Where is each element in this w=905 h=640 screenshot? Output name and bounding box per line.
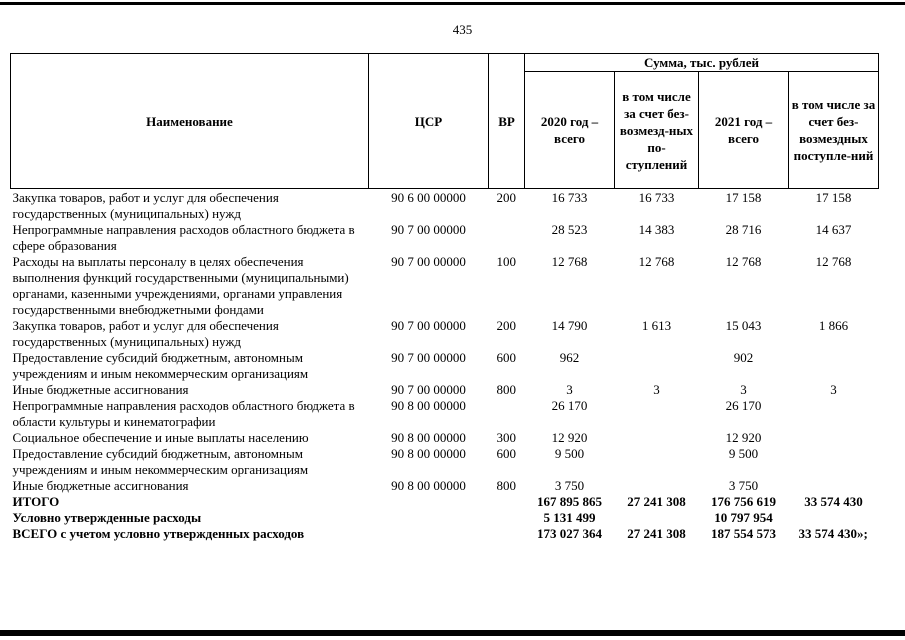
row-csr: 90 7 00 00000 xyxy=(391,222,466,237)
row-2021-total: 12 920 xyxy=(725,430,762,445)
row-2021-total: 9 500 xyxy=(728,446,759,461)
row-2021-total: 15 043 xyxy=(725,318,762,333)
table-row xyxy=(11,382,879,398)
conditional-2020-grant xyxy=(615,510,699,526)
row-name: Непрограммные направления расходов областного бюджета в области культуры и кинематографии xyxy=(12,398,355,429)
row-2020-grant xyxy=(615,430,699,446)
row-name: Предоставление субсидий бюджетным, автономным учреждениям и иным некоммерческим организациям xyxy=(12,446,309,477)
total-name: ИТОГО xyxy=(12,494,60,509)
row-2021-grant xyxy=(789,398,879,430)
bottom-rule xyxy=(0,630,905,636)
row-2020-grant xyxy=(615,478,699,494)
row-vr xyxy=(489,398,525,430)
grand-total-2020-grant: 27 241 308 xyxy=(627,526,686,541)
row-vr: 200 xyxy=(496,190,516,205)
header-2021-grant: в том числе за счет без-возмездных поступле-ний xyxy=(789,72,879,189)
conditional-row xyxy=(11,510,879,526)
top-rule xyxy=(0,2,905,5)
row-2021-grant xyxy=(789,430,879,446)
table-row xyxy=(11,350,879,382)
row-2020-total: 28 523 xyxy=(551,222,588,237)
row-2020-total: 12 768 xyxy=(551,254,588,269)
row-csr: 90 7 00 00000 xyxy=(391,350,466,365)
grand-total-name: ВСЕГО с учетом условно утвержденных расходов xyxy=(12,526,305,541)
row-2020-grant xyxy=(615,398,699,430)
total-2020-total: 167 895 865 xyxy=(537,494,602,509)
row-name: Иные бюджетные ассигнования xyxy=(12,478,189,493)
row-csr: 90 7 00 00000 xyxy=(391,254,466,269)
row-csr: 90 6 00 00000 xyxy=(391,190,466,205)
grand-total-2020-total: 173 027 364 xyxy=(537,526,602,541)
total-2021-grant: 33 574 430 xyxy=(804,494,863,509)
row-2020-total: 9 500 xyxy=(554,446,585,461)
total-vr xyxy=(489,494,525,510)
row-2021-grant xyxy=(789,350,879,382)
row-2020-grant: 16 733 xyxy=(638,190,675,205)
grand-total-2021-total: 187 554 573 xyxy=(711,526,776,541)
row-name: Иные бюджетные ассигнования xyxy=(12,382,189,397)
header-sum-group: Сумма, тыс. рублей xyxy=(525,54,879,72)
row-vr: 600 xyxy=(496,350,516,365)
row-vr: 100 xyxy=(496,254,516,269)
row-2020-total: 16 733 xyxy=(551,190,588,205)
row-2021-grant: 17 158 xyxy=(815,190,852,205)
row-2020-total: 962 xyxy=(559,350,580,365)
row-2020-grant: 3 xyxy=(653,382,660,397)
budget-table xyxy=(10,53,879,542)
row-vr: 200 xyxy=(496,318,516,333)
row-2021-total: 3 xyxy=(740,382,747,397)
table-row xyxy=(11,398,879,430)
row-vr: 300 xyxy=(496,430,516,445)
total-2021-total: 176 756 619 xyxy=(711,494,776,509)
row-2020-total: 26 170 xyxy=(551,398,588,413)
table-row xyxy=(11,446,879,478)
row-csr: 90 8 00 00000 xyxy=(391,478,466,493)
row-name: Закупка товаров, работ и услуг для обеспечения государственных (муниципальных) нужд xyxy=(12,190,279,221)
row-name: Предоставление субсидий бюджетным, автономным учреждениям и иным некоммерческим организациям xyxy=(12,350,309,381)
row-2021-grant: 3 xyxy=(830,382,837,397)
row-2021-total: 26 170 xyxy=(725,398,762,413)
page-number: 435 xyxy=(452,22,473,37)
row-2020-grant: 12 768 xyxy=(638,254,675,269)
row-csr: 90 8 00 00000 xyxy=(391,446,466,461)
grand-total-2021-grant: 33 574 430»; xyxy=(798,526,868,541)
total-csr xyxy=(369,494,489,510)
conditional-vr xyxy=(489,510,525,526)
conditional-2021-total: 10 797 954 xyxy=(714,510,773,525)
total-row xyxy=(11,494,879,510)
row-2020-total: 12 920 xyxy=(551,430,588,445)
row-2020-total: 14 790 xyxy=(551,318,588,333)
row-csr: 90 8 00 00000 xyxy=(391,398,466,413)
row-2021-total: 12 768 xyxy=(725,254,762,269)
row-2021-total: 28 716 xyxy=(725,222,762,237)
row-2020-grant: 14 383 xyxy=(638,222,675,237)
row-name: Расходы на выплаты персоналу в целях обеспечения выполнения функций государственными (муниципальными) органами, казенными учреждениями, органами управления государственными внебюджетными фондами xyxy=(12,254,349,317)
row-2021-grant: 12 768 xyxy=(815,254,852,269)
row-2021-grant xyxy=(789,446,879,478)
row-2021-grant xyxy=(789,478,879,494)
row-2021-total: 902 xyxy=(733,350,754,365)
row-vr: 800 xyxy=(496,382,516,397)
table-row xyxy=(11,254,879,318)
row-2020-grant xyxy=(615,446,699,478)
header-csr: ЦСР xyxy=(369,54,489,189)
conditional-2020-total: 5 131 499 xyxy=(543,510,596,525)
row-csr: 90 8 00 00000 xyxy=(391,430,466,445)
conditional-csr xyxy=(369,510,489,526)
table-row xyxy=(11,318,879,350)
row-csr: 90 7 00 00000 xyxy=(391,318,466,333)
row-vr: 800 xyxy=(496,478,516,493)
row-2021-total: 3 750 xyxy=(728,478,759,493)
total-2020-grant: 27 241 308 xyxy=(627,494,686,509)
row-2021-total: 17 158 xyxy=(725,190,762,205)
row-2021-grant: 1 866 xyxy=(818,318,849,333)
header-name: Наименование xyxy=(11,54,369,189)
table-row xyxy=(11,430,879,446)
row-2020-total: 3 xyxy=(566,382,573,397)
table-row xyxy=(11,189,879,223)
conditional-2021-grant xyxy=(789,510,879,526)
header-2021-total: 2021 год – всего xyxy=(699,72,789,189)
header-2020-grant: в том числе за счет без-возмезд-ных по-ступлений xyxy=(615,72,699,189)
row-csr: 90 7 00 00000 xyxy=(391,382,466,397)
row-2020-grant: 1 613 xyxy=(641,318,672,333)
row-name: Социальное обеспечение и иные выплаты населению xyxy=(12,430,309,445)
header-2020-total: 2020 год – всего xyxy=(525,72,615,189)
header-vr: ВР xyxy=(489,54,525,189)
row-2021-grant: 14 637 xyxy=(815,222,852,237)
row-vr: 600 xyxy=(496,446,516,461)
row-name: Непрограммные направления расходов областного бюджета в сфере образования xyxy=(12,222,355,253)
row-2020-grant xyxy=(615,350,699,382)
row-name: Закупка товаров, работ и услуг для обеспечения государственных (муниципальных) нужд xyxy=(12,318,279,349)
row-2020-total: 3 750 xyxy=(554,478,585,493)
row-vr xyxy=(489,222,525,254)
conditional-name: Условно утвержденные расходы xyxy=(12,510,202,525)
table-row xyxy=(11,222,879,254)
table-row xyxy=(11,478,879,494)
grand-total-row xyxy=(11,526,879,542)
